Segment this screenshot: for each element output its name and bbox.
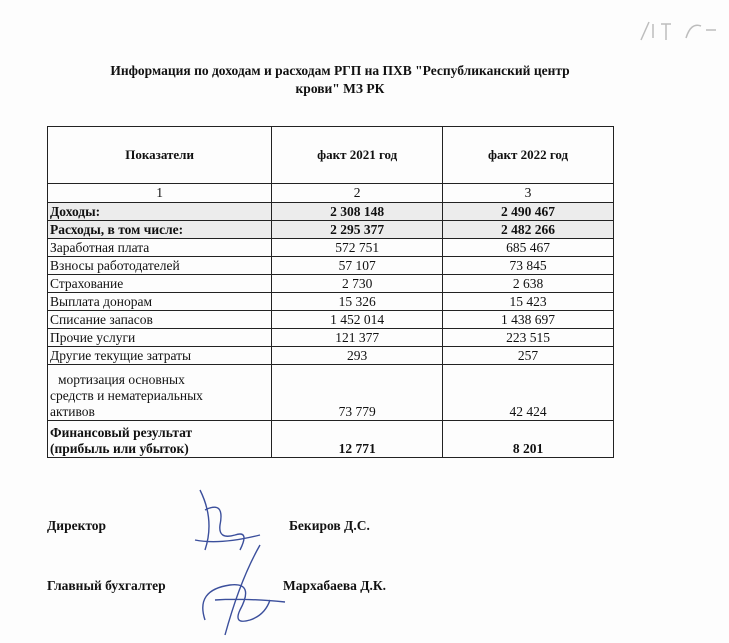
value-2021: 2 308 148 bbox=[272, 203, 443, 221]
accountant-signature-icon bbox=[185, 540, 295, 640]
table-row bbox=[48, 329, 614, 347]
amort-label-2: средств и нематериальных bbox=[50, 388, 203, 403]
column-number: 2 bbox=[272, 184, 443, 203]
title-line-2: крови" МЗ РК bbox=[295, 81, 385, 96]
value-2021: 121 377 bbox=[272, 329, 443, 347]
table-row bbox=[48, 239, 614, 257]
row-label: Расходы, в том числе: bbox=[48, 221, 272, 239]
value-2022: 15 423 bbox=[443, 293, 614, 311]
director-title: Директор bbox=[47, 518, 107, 533]
header-2021: факт 2021 год bbox=[272, 127, 443, 184]
row-label bbox=[48, 365, 272, 421]
row-label: Взносы работодателей bbox=[48, 257, 272, 275]
value-2022: 685 467 bbox=[443, 239, 614, 257]
header-indicators: Показатели bbox=[48, 127, 272, 184]
value-2022: 1 438 697 bbox=[443, 311, 614, 329]
table-row-result bbox=[48, 421, 614, 458]
amort-label-3: активов bbox=[50, 404, 95, 419]
director-name: Бекиров Д.С. bbox=[289, 518, 370, 533]
column-number-row bbox=[48, 184, 614, 203]
table-row-income bbox=[48, 203, 614, 221]
value-2021: 2 730 bbox=[272, 275, 443, 293]
value-2021: 15 326 bbox=[272, 293, 443, 311]
table-row bbox=[48, 311, 614, 329]
value-2022: 73 845 bbox=[443, 257, 614, 275]
accountant-title: Главный бухгалтер bbox=[47, 578, 166, 593]
value-2021: 2 295 377 bbox=[272, 221, 443, 239]
financial-table bbox=[47, 126, 614, 458]
row-label: Прочие услуги bbox=[48, 329, 272, 347]
row-label bbox=[48, 421, 272, 458]
value-2021: 12 771 bbox=[272, 421, 443, 458]
accountant-name: Мархабаева Д.К. bbox=[283, 578, 387, 593]
value-2022: 2 482 266 bbox=[443, 221, 614, 239]
row-label: Заработная плата bbox=[48, 239, 272, 257]
table-row bbox=[48, 347, 614, 365]
row-label: Другие текущие затраты bbox=[48, 347, 272, 365]
row-label: Страхование bbox=[48, 275, 272, 293]
table-row-amortization bbox=[48, 365, 614, 421]
table-row bbox=[48, 257, 614, 275]
value-2022: 2 490 467 bbox=[443, 203, 614, 221]
value-2022: 257 bbox=[443, 347, 614, 365]
title-line-1: Информация по доходам и расходам РГП на ПХВ "Республиканский центр bbox=[110, 63, 570, 78]
table-row-expenses bbox=[48, 221, 614, 239]
header-row bbox=[48, 127, 614, 184]
value-2021: 1 452 014 bbox=[272, 311, 443, 329]
header-2022: факт 2022 год bbox=[443, 127, 614, 184]
table-row bbox=[48, 293, 614, 311]
value-2022: 2 638 bbox=[443, 275, 614, 293]
amort-label-1: мортизация основных bbox=[58, 372, 185, 387]
value-2021: 293 bbox=[272, 347, 443, 365]
value-2022: 8 201 bbox=[443, 421, 614, 458]
corner-mark-icon bbox=[631, 10, 721, 50]
row-label: Доходы: bbox=[48, 203, 272, 221]
document-title bbox=[40, 62, 640, 98]
value-2022: 42 424 bbox=[443, 365, 614, 421]
column-number: 1 bbox=[48, 184, 272, 203]
result-label-2: (прибыль или убыток) bbox=[50, 441, 189, 456]
value-2021: 57 107 bbox=[272, 257, 443, 275]
value-2022: 223 515 bbox=[443, 329, 614, 347]
row-label: Выплата донорам bbox=[48, 293, 272, 311]
value-2021: 572 751 bbox=[272, 239, 443, 257]
result-label-1: Финансовый результат bbox=[50, 425, 193, 440]
value-2021: 73 779 bbox=[272, 365, 443, 421]
row-label: Списание запасов bbox=[48, 311, 272, 329]
table-row bbox=[48, 275, 614, 293]
column-number: 3 bbox=[443, 184, 614, 203]
